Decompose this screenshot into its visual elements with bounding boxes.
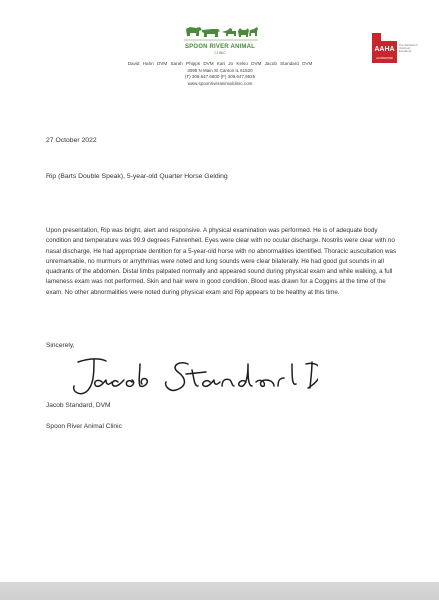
signer-clinic: Spoon River Animal Clinic: [46, 423, 122, 430]
aaha-tagline: The Standard of Veterinary Excellence: [399, 44, 418, 54]
aaha-badge-sublabel: ACCREDITED: [376, 57, 393, 60]
letter-date: 27 October 2022: [46, 137, 97, 144]
signer-name: Jacob Standard, DVM: [46, 402, 111, 409]
page-bottom-margin: [0, 582, 439, 600]
letter-body: Upon presentation, Rip was bright, alert and responsive. A physical examination was performed. He is of adequate body condition and temperature was 99.9 degrees Fahrenheit. Eyes were clear with no ocular discharge. Nostrils were clear with no nasal discharge. He had appropriate dentition for a 5-year-old horse with no abnormalities identified. Thoracic auscultation was unremarkable, no murmurs or arrythmias were noted and lung sounds were clear bilaterally. He had good gut sounds in all quadrants of the abdomen. Distal limbs palpated normally and appeared sound during physical exam and while walking, a full lameness exam was not performed. Skin and hair were in good condition. Blood was drawn for a Coggins at the time of the exam. No other abnormalities were noted during physical exam and Rip appears to be healthy at this time.: [46, 227, 397, 296]
aaha-flag-icon: [372, 33, 381, 41]
handwritten-signature: [60, 352, 318, 404]
phone-fax-line: (T) 309.647.6800 (F) 309.647.9525: [184, 74, 256, 80]
website-line: www.spoonriveranimalclinic.com: [187, 80, 253, 86]
clinic-name: SPOON RIVER ANIMAL: [184, 44, 256, 50]
address-line: 3098 N Main St Canton IL 61520: [187, 68, 253, 73]
staff-list: David Hahn DVM Sarah Phipps DVM Kari Jo Kelso DVM Jacob Standard DVM: [127, 61, 313, 66]
aaha-badge-label: AAHA: [374, 46, 395, 53]
clinic-subtitle: CLINIC: [214, 51, 226, 55]
letter-closing: Sincerely,: [46, 342, 75, 349]
letter-subject: Rip (Barts Double Speak), 5-year-old Quarter Horse Gelding: [46, 173, 228, 180]
clinic-address: [150, 68, 290, 87]
